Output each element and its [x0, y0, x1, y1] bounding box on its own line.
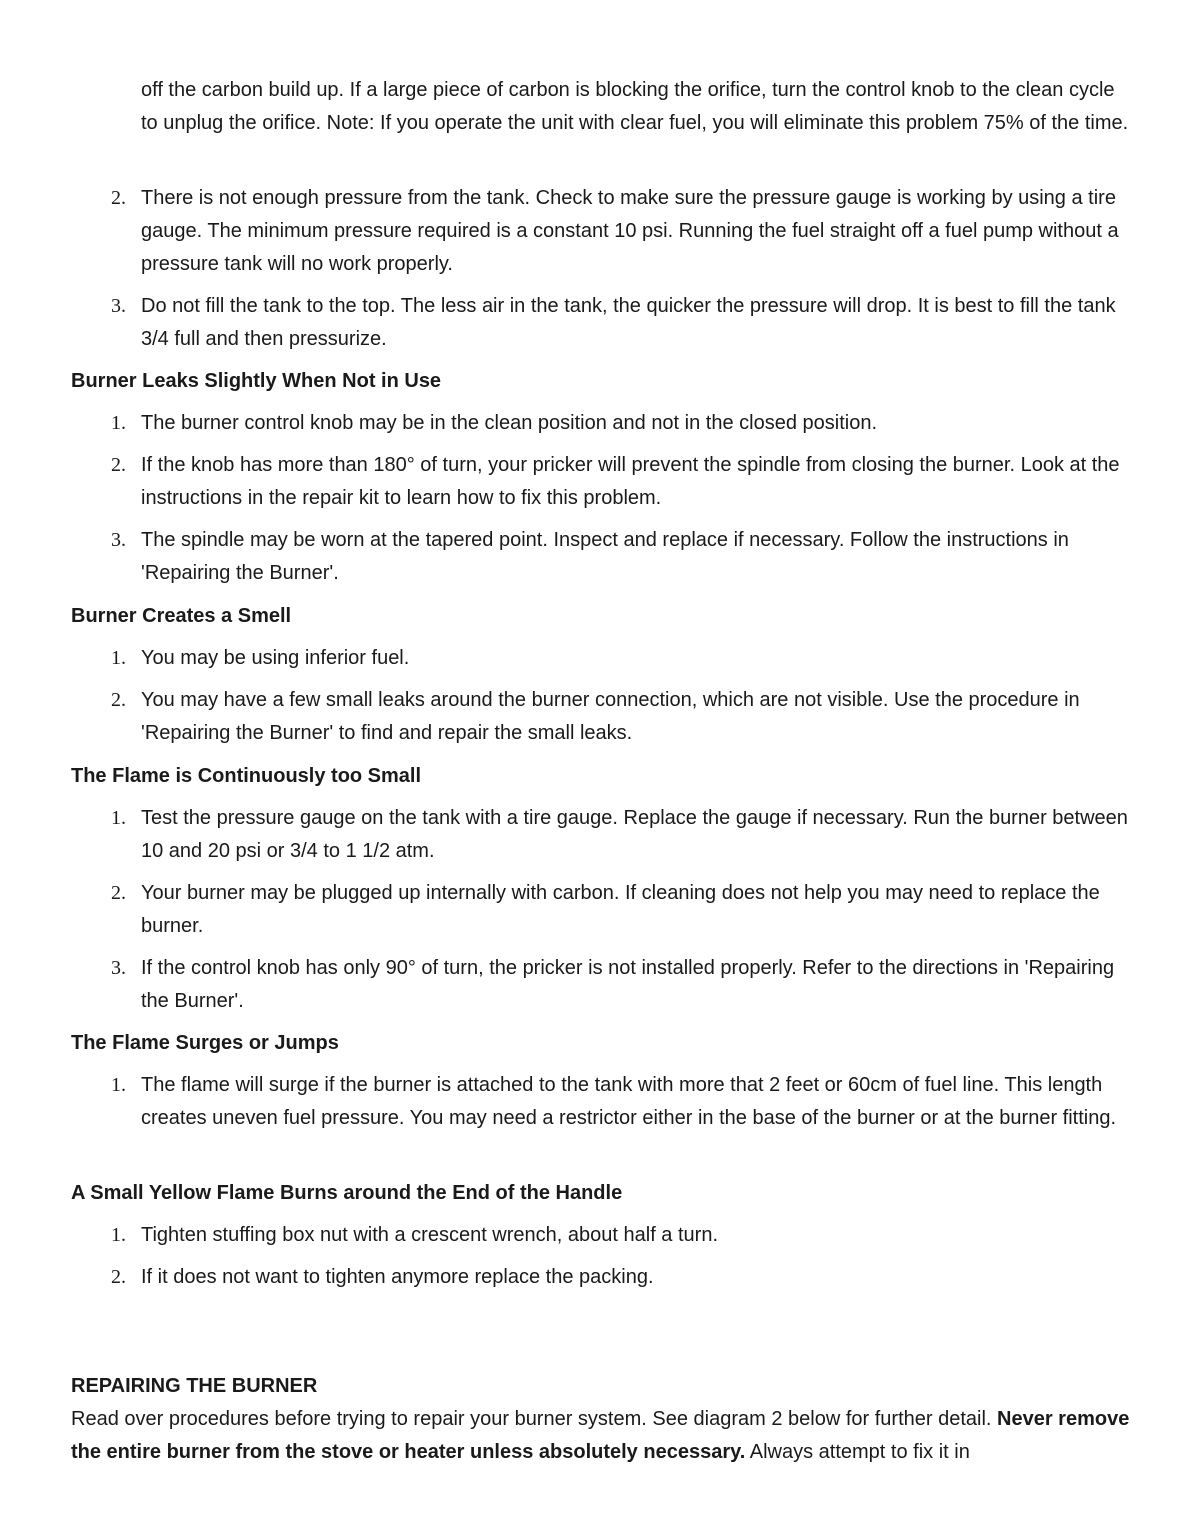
list-number: 1.: [111, 647, 126, 669]
list-number: 3.: [111, 957, 126, 979]
list-text: There is not enough pressure from the tank. Check to make sure the pressure gauge is working by using a tire gauge. The minimum pressure required is a constant 10 psi. Running the fuel straight off a fuel pump without a pressure tank will no work properly.: [141, 187, 1119, 275]
intro-tail-text: Always attempt to fix it in: [745, 1441, 970, 1463]
list-text: You may have a few small leaks around the burner connection, which are not visible. Use the procedure in 'Repairing the Burner' to find and repair the small leaks.: [141, 689, 1080, 744]
list-number: 1.: [111, 807, 126, 829]
list-text: The flame will surge if the burner is attached to the tank with more that 2 feet or 60cm of fuel line. This length creates uneven fuel pressure. You may need a restrictor either in the base of the burner or at the burner fitting.: [141, 1074, 1117, 1129]
intro-text: Read over procedures before trying to repair your burner system. See diagram 2 below for further detail.: [71, 1408, 998, 1430]
list-text: If the control knob has only 90° of turn, the pricker is not installed properly. Refer to the directions in 'Repairing the Burner'.: [141, 957, 1115, 1012]
section-heading: Burner Creates a Smell: [71, 605, 292, 627]
list-number: 3.: [111, 529, 126, 551]
list-text: The spindle may be worn at the tapered point. Inspect and replace if necessary. Follow the instructions in 'Repairing the Burner'.: [141, 529, 1069, 584]
list-text: If it does not want to tighten anymore replace the packing.: [141, 1266, 654, 1288]
list-text: If the knob has more than 180° of turn, your pricker will prevent the spindle from closing the burner. Look at the instructions in the repair kit to learn how to fix this problem.: [141, 454, 1120, 509]
list-text: You may be using inferior fuel.: [141, 647, 410, 669]
list-number: 1.: [111, 412, 126, 434]
section-title: REPAIRING THE BURNER: [71, 1375, 318, 1397]
list-text: Do not fill the tank to the top. The less air in the tank, the quicker the pressure will drop. It is best to fill the tank 3/4 full and then pressurize.: [141, 295, 1116, 350]
continuation-paragraph: off the carbon build up. If a large piece of carbon is blocking the orifice, turn the control knob to the clean cycle to unplug the orifice. Note: If you operate the unit with clear fuel, you will eliminate this problem 75% of the time.: [141, 79, 1129, 134]
list-text: Tighten stuffing box nut with a crescent wrench, about half a turn.: [141, 1224, 719, 1246]
list-text: Test the pressure gauge on the tank with a tire gauge. Replace the gauge if necessary. Run the burner between 10 and 20 psi or 3/4 to 1 1/2 atm.: [141, 807, 1128, 862]
list-number: 2.: [111, 689, 126, 711]
list-number: 1.: [111, 1224, 126, 1246]
section-heading: The Flame is Continuously too Small: [71, 765, 422, 787]
list-number: 2.: [111, 882, 126, 904]
repair-intro-paragraph: [71, 1403, 1131, 1469]
section-heading: The Flame Surges or Jumps: [71, 1032, 339, 1054]
list-number: 2.: [111, 454, 126, 476]
warning-text: Never remove the entire burner from the stove or heater unless absolutely necessary.: [71, 1408, 1130, 1463]
section-heading: Burner Leaks Slightly When Not in Use: [71, 370, 442, 392]
list-text: The burner control knob may be in the clean position and not in the closed position.: [141, 412, 878, 434]
list-number: 3.: [111, 295, 126, 317]
list-text: Your burner may be plugged up internally with carbon. If cleaning does not help you may need to replace the burner.: [141, 882, 1100, 937]
list-number: 1.: [111, 1074, 126, 1096]
list-number: 2.: [111, 1266, 126, 1288]
section-heading: A Small Yellow Flame Burns around the End of the Handle: [71, 1182, 623, 1204]
list-number: 2.: [111, 187, 126, 209]
